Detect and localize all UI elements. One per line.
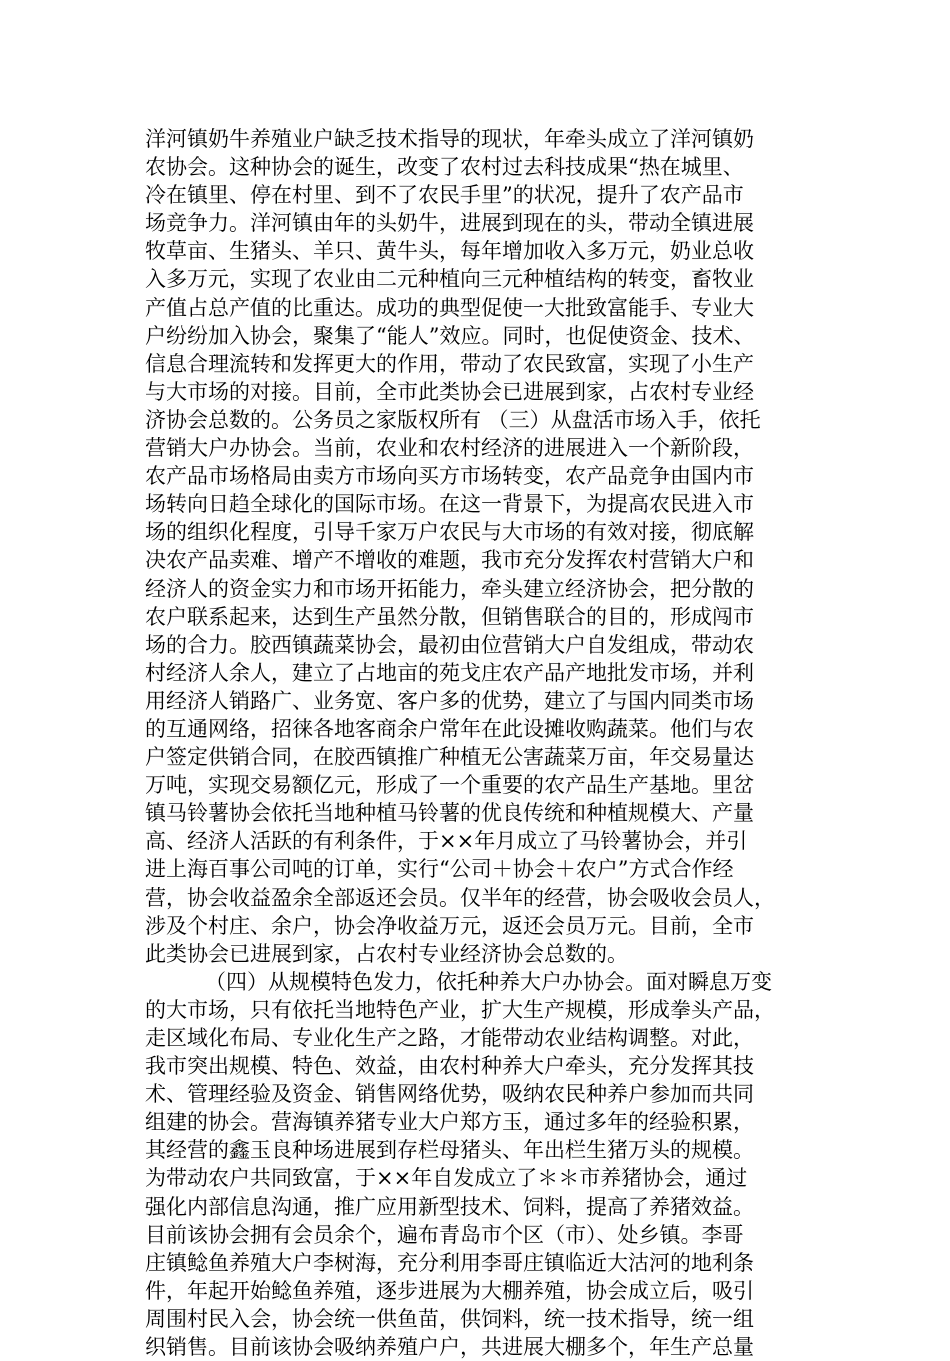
text-line: 用经济人销路广、业务宽、客户多的优势，建立了与国内同类市场 bbox=[145, 688, 754, 713]
text-line: 信息合理流转和发挥更大的作用，带动了农民致富，实现了小生产 bbox=[145, 351, 754, 376]
text-line: 户纷纷加入协会，聚集了“能人”效应。同时，也促使资金、技术、 bbox=[145, 323, 755, 348]
text-line: 此类协会已进展到家，占农村专业经济协会总数的。 bbox=[145, 941, 628, 966]
text-line: 农协会。这种协会的诞生，改变了农村过去科技成果“热在城里、 bbox=[145, 155, 744, 180]
text-line: 镇马铃薯协会依托当地种植马铃薯的优良传统和种植规模大、产量 bbox=[145, 801, 754, 826]
text-line: 的互通网络，招徕各地客商余户常年在此设摊收购蔬菜。他们与农 bbox=[145, 716, 754, 741]
text-line: 场的合力。胶西镇蔬菜协会，最初由位营销大户自发组成，带动农 bbox=[145, 632, 754, 657]
text-line: 营销大户办协会。当前，农业和农村经济的进展进入一个新阶段， bbox=[145, 436, 754, 461]
text-line: 其经营的鑫玉良种场进展到存栏母猪头、年出栏生猪万头的规模。 bbox=[145, 1138, 754, 1163]
text-line: 术、管理经验及资金、销售网络优势，吸纳农民种养户参加而共同 bbox=[145, 1082, 754, 1107]
text-line: 营，协会收益盈余全部返还会员。仅半年的经营，协会吸收会员人， bbox=[145, 885, 775, 910]
text-line: 场转向日趋全球化的国际市场。在这一背景下，为提高农民进入市 bbox=[145, 492, 754, 517]
text-line: 决农产品卖难、增产不增收的难题，我市充分发挥农村营销大户和 bbox=[145, 548, 754, 573]
text-line: 高、经济人活跃的有利条件，于××年月成立了马铃薯协会，并引 bbox=[145, 829, 748, 854]
text-line: 入多万元，实现了农业由二元种植向三元种植结构的转变，畜牧业 bbox=[145, 267, 754, 292]
text-line: 组建的协会。营海镇养猪专业大户郑方玉，通过多年的经验积累， bbox=[145, 1110, 754, 1135]
text-line: 与大市场的对接。目前，全市此类协会已进展到家，占农村专业经 bbox=[145, 379, 754, 404]
text-line: 牧草亩、生猪头、羊只、黄牛头，每年增加收入多万元，奶业总收 bbox=[145, 239, 754, 264]
text-line: 场的组织化程度，引导千家万户农民与大市场的有效对接，彻底解 bbox=[145, 520, 754, 545]
text-line: 村经济人余人，建立了占地亩的苑戈庄农产品产地批发市场，并利 bbox=[145, 660, 754, 685]
text-line: 济协会总数的。公务员之家版权所有 （三）从盘活市场入手，依托 bbox=[145, 407, 761, 432]
text-line: 庄镇鲶鱼养殖大户李树海，充分利用李哥庄镇临近大沽河的地利条 bbox=[145, 1250, 754, 1275]
text-line: 农产品市场格局由卖方市场向买方市场转变，农产品竞争由国内市 bbox=[145, 464, 754, 489]
text-line: 涉及个村庄、余户，协会净收益万元，返还会员万元。目前，全市 bbox=[145, 913, 754, 938]
text-line: 织销售。目前该协会吸纳养殖户户，共进展大棚多个，年生产总量 bbox=[145, 1335, 754, 1360]
text-line: 万吨，实现交易额亿元，形成了一个重要的农产品生产基地。里岔 bbox=[145, 773, 754, 798]
text-line: 我市突出规模、特色、效益，由农村种养大户牵头，充分发挥其技 bbox=[145, 1054, 754, 1079]
text-line: 产值占总产值的比重达。成功的典型促使一大批致富能手、专业大 bbox=[145, 295, 754, 320]
text-line: 洋河镇奶牛养殖业户缺乏技术指导的现状，年牵头成立了洋河镇奶 bbox=[145, 127, 754, 151]
text-line: 走区域化布局、专业化生产之路，才能带动农业结构调整。对此， bbox=[145, 1026, 754, 1050]
text-line: 冷在镇里、停在村里、到不了农民手里”的状况，提升了农产品市 bbox=[145, 183, 744, 208]
text-line: 周围村民入会，协会统一供鱼苗，供饲料，统一技术指导，统一组 bbox=[145, 1306, 754, 1331]
text-line: 户签定供销合同，在胶西镇推广种植无公害蔬菜万亩，年交易量达 bbox=[145, 745, 754, 770]
paragraph-start-line: （四）从规模特色发力，依托种养大户办协会。面对瞬息万变 bbox=[205, 969, 772, 994]
text-line: 件，年起开始鲶鱼养殖，逐步进展为大棚养殖，协会成立后，吸引 bbox=[145, 1278, 754, 1303]
body-text bbox=[145, 125, 835, 1361]
text-line: 的大市场，只有依托当地特色产业，扩大生产规模，形成拳头产品， bbox=[145, 997, 775, 1022]
text-line: 为带动农户共同致富，于××年自发成立了＊＊市养猪协会，通过 bbox=[145, 1166, 748, 1191]
text-line: 场竞争力。洋河镇由年的头奶牛，进展到现在的头，带动全镇进展 bbox=[145, 211, 754, 236]
text-line: 强化内部信息沟通，推广应用新型技术、饲料，提高了养猪效益。 bbox=[145, 1194, 754, 1219]
text-line: 农户联系起来，达到生产虽然分散，但销售联合的目的，形成闯市 bbox=[145, 604, 754, 629]
text-line: 进上海百事公司吨的订单，实行“公司＋协会＋农户”方式合作经 bbox=[145, 857, 734, 882]
text-line: 经济人的资金实力和市场开拓能力，牵头建立经济协会，把分散的 bbox=[145, 576, 754, 601]
text-line: 目前该协会拥有会员余个，遍布青岛市个区（市）、处乡镇。李哥 bbox=[145, 1222, 744, 1247]
